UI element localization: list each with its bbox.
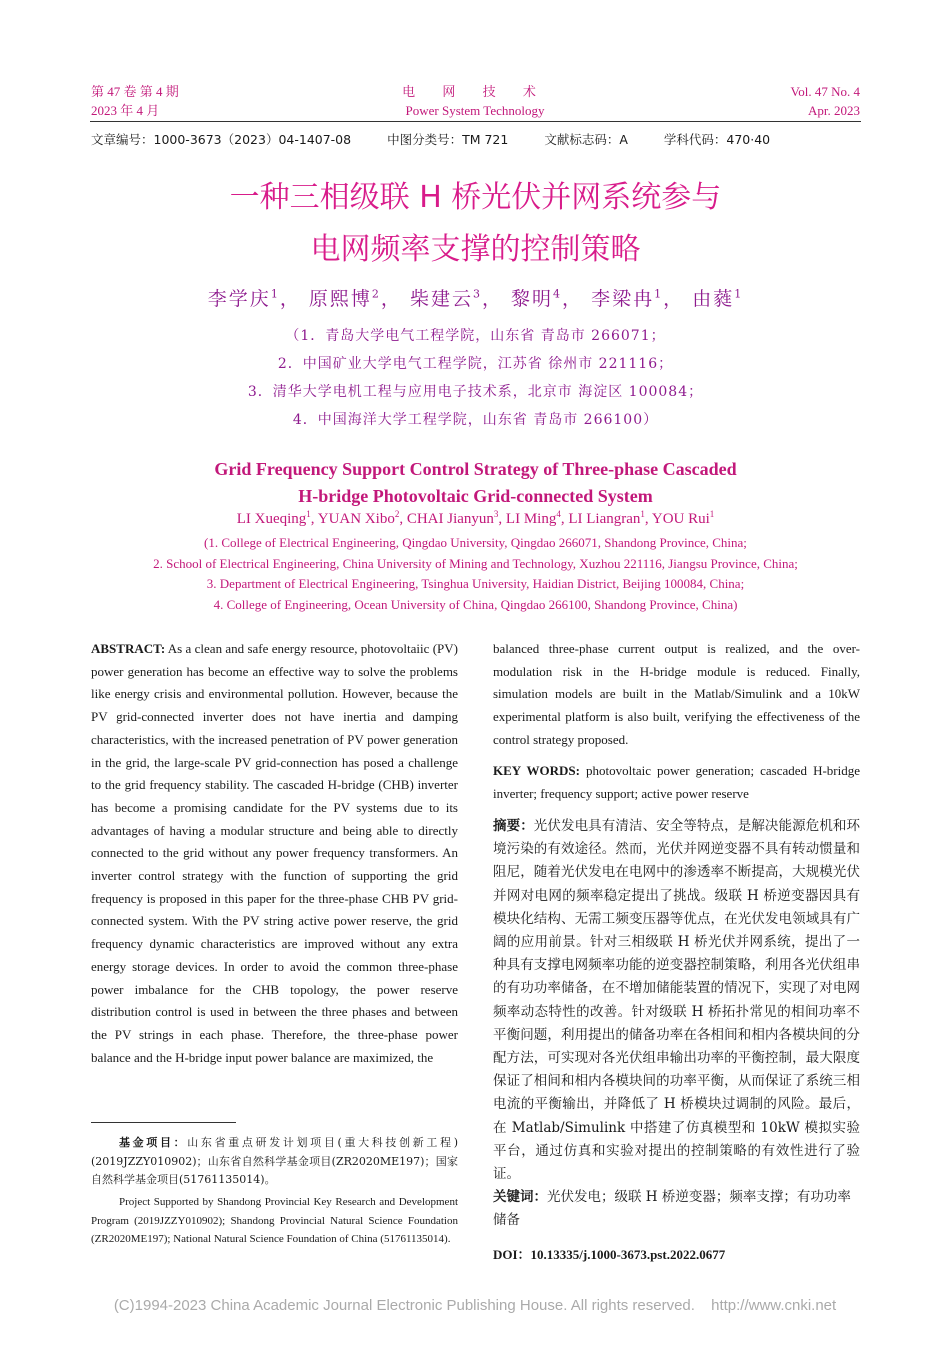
author-cn: 黎明$^4$， [511, 287, 584, 310]
funding-cn [91, 1134, 458, 1190]
author-cn: 柴建云$^3$， [409, 287, 503, 310]
affiliations-en [90, 533, 861, 616]
affiliation-cn: 2．中国矿业大学电气工程学院，江苏省 徐州市 221116； [277, 356, 674, 372]
funding-en: Project Supported by Shandong Provincial Key Research and Development Program (2019JZZY010902); Shandong Provincial Natural Science Foundation (ZR2020ME197); National Natural Science Foundation of China (51761135014). [91, 1196, 458, 1245]
keywords-cn-label: 关键词： [493, 1189, 547, 1205]
keywords-en-label: KEY WORDS: [493, 763, 580, 778]
abstract-cn-text: 光伏发电具有清洁、安全等特点，是解决能源危机和环境污染的有效途径。然而，光伏并网逆变器不具有转动惯量和阻尼，随着光伏发电在电网中的渗透率不断提高，大规模光伏并网对电网的频率稳定提出了挑战。级联 H 桥逆变器因具有模块化结构、无需工频变压器等优点，在光伏发电领域具有广阔的应用前景。针对三相级联 H 桥光伏并网系统，提出了一种具有支撑电网频率功能的逆变器控制策略，利用各光伏组串的有功功率储备，在不增加储能装置的情况下，实现了对电网频率动态特性的改善。针对级联 H 桥拓扑常见的相间功率不平衡问题，利用提出的储备功率在各相间和相内各模块间的分配方法，可实现对各光伏组串输出功率的平衡控制，最大限度保证了相间和相内各模块间的功率平衡，从而保证了系统三相电流的平衡输出，并降低了 H 桥模块过调制的风险。最后，在 Matlab/Simulink 中搭建了仿真模型和 10kW 模拟实验平台，通过仿真和实验对提出的控制策略的有效性进行了验证。 [493, 818, 861, 1183]
header-rule [90, 121, 861, 122]
title-en-line2: H-bridge Photovoltaic Grid-connected System [298, 486, 653, 506]
author-cn: 由蕤$^1$ [692, 287, 744, 310]
author-en: YOU Rui$^1$ [651, 509, 715, 527]
abstract-en-continued: balanced three-phase current output is realized, and the over-modulation risk in the H-bridge module is reduced. Finally, simulation models are built in the Matlab/Simulink and a 10kW experimental platform is also built, verifying the effectiveness of the control strategy proposed. [493, 641, 860, 747]
doi: DOI：10.13335/j.1000-3673.pst.2022.0677 [493, 1247, 726, 1262]
author-cn: 李梁冉$^1$， [591, 287, 685, 310]
abstract-en [91, 638, 458, 1069]
footnote-rule [91, 1122, 236, 1123]
author-en: LI Ming$^4$, [505, 509, 569, 527]
keywords-cn [493, 1186, 860, 1232]
title-cn [90, 172, 861, 276]
funding-label: 基金项目： [119, 1136, 188, 1149]
issue-date-cn: 2023 年 4 月 [91, 103, 160, 118]
keywords-en-text: photovoltaic power generation; cascaded H-bridge inverter; frequency support; active power reserve [493, 763, 861, 801]
affiliation-en: 2. School of Electrical Engineering, China University of Mining and Technology, Xuzhou 221116, Jiangsu Province, China; [153, 555, 798, 571]
funding-cn-text: 山东省重点研发计划项目(重大科技创新工程)(2019JZZY010902)；山东省自然科学基金项目(ZR2020ME197)；国家自然科学基金项目(51761135014)。 [91, 1136, 458, 1186]
title-en-line1: Grid Frequency Support Control Strategy of Three-phase Cascaded [214, 459, 737, 479]
authors-cn [90, 284, 861, 311]
subject-code: 学科代码：470·40 [663, 132, 771, 147]
affiliation-en: 4. College of Engineering, Ocean University of China, Qingdao 266100, Shandong Province, China) [213, 597, 738, 613]
journal-issue-en [791, 82, 860, 120]
copyright-text: (C)1994-2023 China Academic Journal Electronic Publishing House. All rights reserved. [113, 1297, 695, 1314]
affiliation-en: 3. Department of Electrical Engineering, Tsinghua University, Haidian District, Beijing 100084, China; [206, 576, 745, 592]
affiliation-cn: （1．青岛大学电气工程学院，山东省 青岛市 266071； [285, 328, 666, 344]
document-code: 文献标志码：A [544, 132, 628, 147]
abstract-en-text: As a clean and safe energy resource, photovoltaiic (PV) power generation has become an effective way to solve the problems like energy crisis and environmental pollution. However, because the PV grid-connected inverter does not have inertia and damping characteristics, with the increased penetration of PV power generation in the grid, the large-scale PV grid-connection has posed a challenge to the grid frequency stability. The cascaded H-bridge (CHB) inverter has become a promising candidate for the PV systems due to its advantages of having a modular structure and being able to directly connected to the grid without any power frequency transformers. An inverter control strategy with the function of supporting the grid frequency is proposed in this paper for the three-phase CHB PV grid-connected system. With the PV string active power reserve, the grid frequency dynamic characteristics are improved without any extra energy storage devices. In order to avoid the common three-phase power imbalance for the CHB topology, the power reserve distribution control is used in between the three phases and between the PV strings in each phase. Therefore, the three-phase power balance and the H-bridge input power balance are maximized, the [91, 641, 458, 1065]
title-cn-line2: 电网频率支撑的控制策略 [310, 232, 641, 267]
author-cn: 原熙博$^2$， [308, 287, 402, 310]
issue-date-en: Apr. 2023 [808, 103, 860, 118]
affiliation-cn: 3．清华大学电机工程与应用电子技术系，北京市 海淀区 100084； [247, 384, 704, 400]
authors-en [90, 509, 861, 528]
abstract-cn [493, 815, 860, 1186]
title-en [90, 456, 861, 510]
journal-issue-cn [91, 82, 179, 120]
affiliation-cn: 4．中国海洋大学工程学院，山东省 青岛市 266100） [292, 412, 659, 428]
keywords-en [493, 760, 860, 805]
author-en: LI Xueqing$^1$, [236, 509, 318, 527]
title-cn-line1: 一种三相级联 H 桥光伏并网系统参与 [229, 180, 722, 215]
keywords-cn-text: 光伏发电；级联 H 桥逆变器；频率支撑；有功功率储备 [493, 1189, 851, 1228]
clc-number: 中图分类号：TM 721 [387, 132, 509, 147]
affiliation-en: (1. College of Electrical Engineering, Qingdao University, Qingdao 266071, Shandong Province, China; [204, 535, 747, 550]
article-meta [91, 130, 861, 148]
journal-name-en: Power System Technology [405, 103, 545, 118]
abstract-cn-label: 摘要： [493, 818, 534, 834]
volume-issue-en: Vol. 47 No. 4 [790, 84, 860, 99]
abstract-label: ABSTRACT: [91, 641, 166, 656]
affiliations-cn [90, 322, 861, 434]
author-en: CHAI Jianyun$^3$, [406, 509, 506, 527]
volume-issue: 第 47 卷 第 4 期 [91, 84, 179, 99]
journal-name [360, 82, 590, 120]
journal-name-cn: 电 网 技 术 [402, 84, 548, 99]
cnki-url: http://www.cnki.net [711, 1297, 837, 1314]
author-en: YUAN Xibo$^2$, [317, 509, 407, 527]
author-cn: 李学庆$^1$， [207, 287, 301, 310]
author-en: LI Liangran$^1$, [568, 509, 652, 527]
article-number: 文章编号：1000-3673（2023）04-1407-08 [91, 132, 352, 147]
copyright-watermark [0, 1297, 950, 1314]
